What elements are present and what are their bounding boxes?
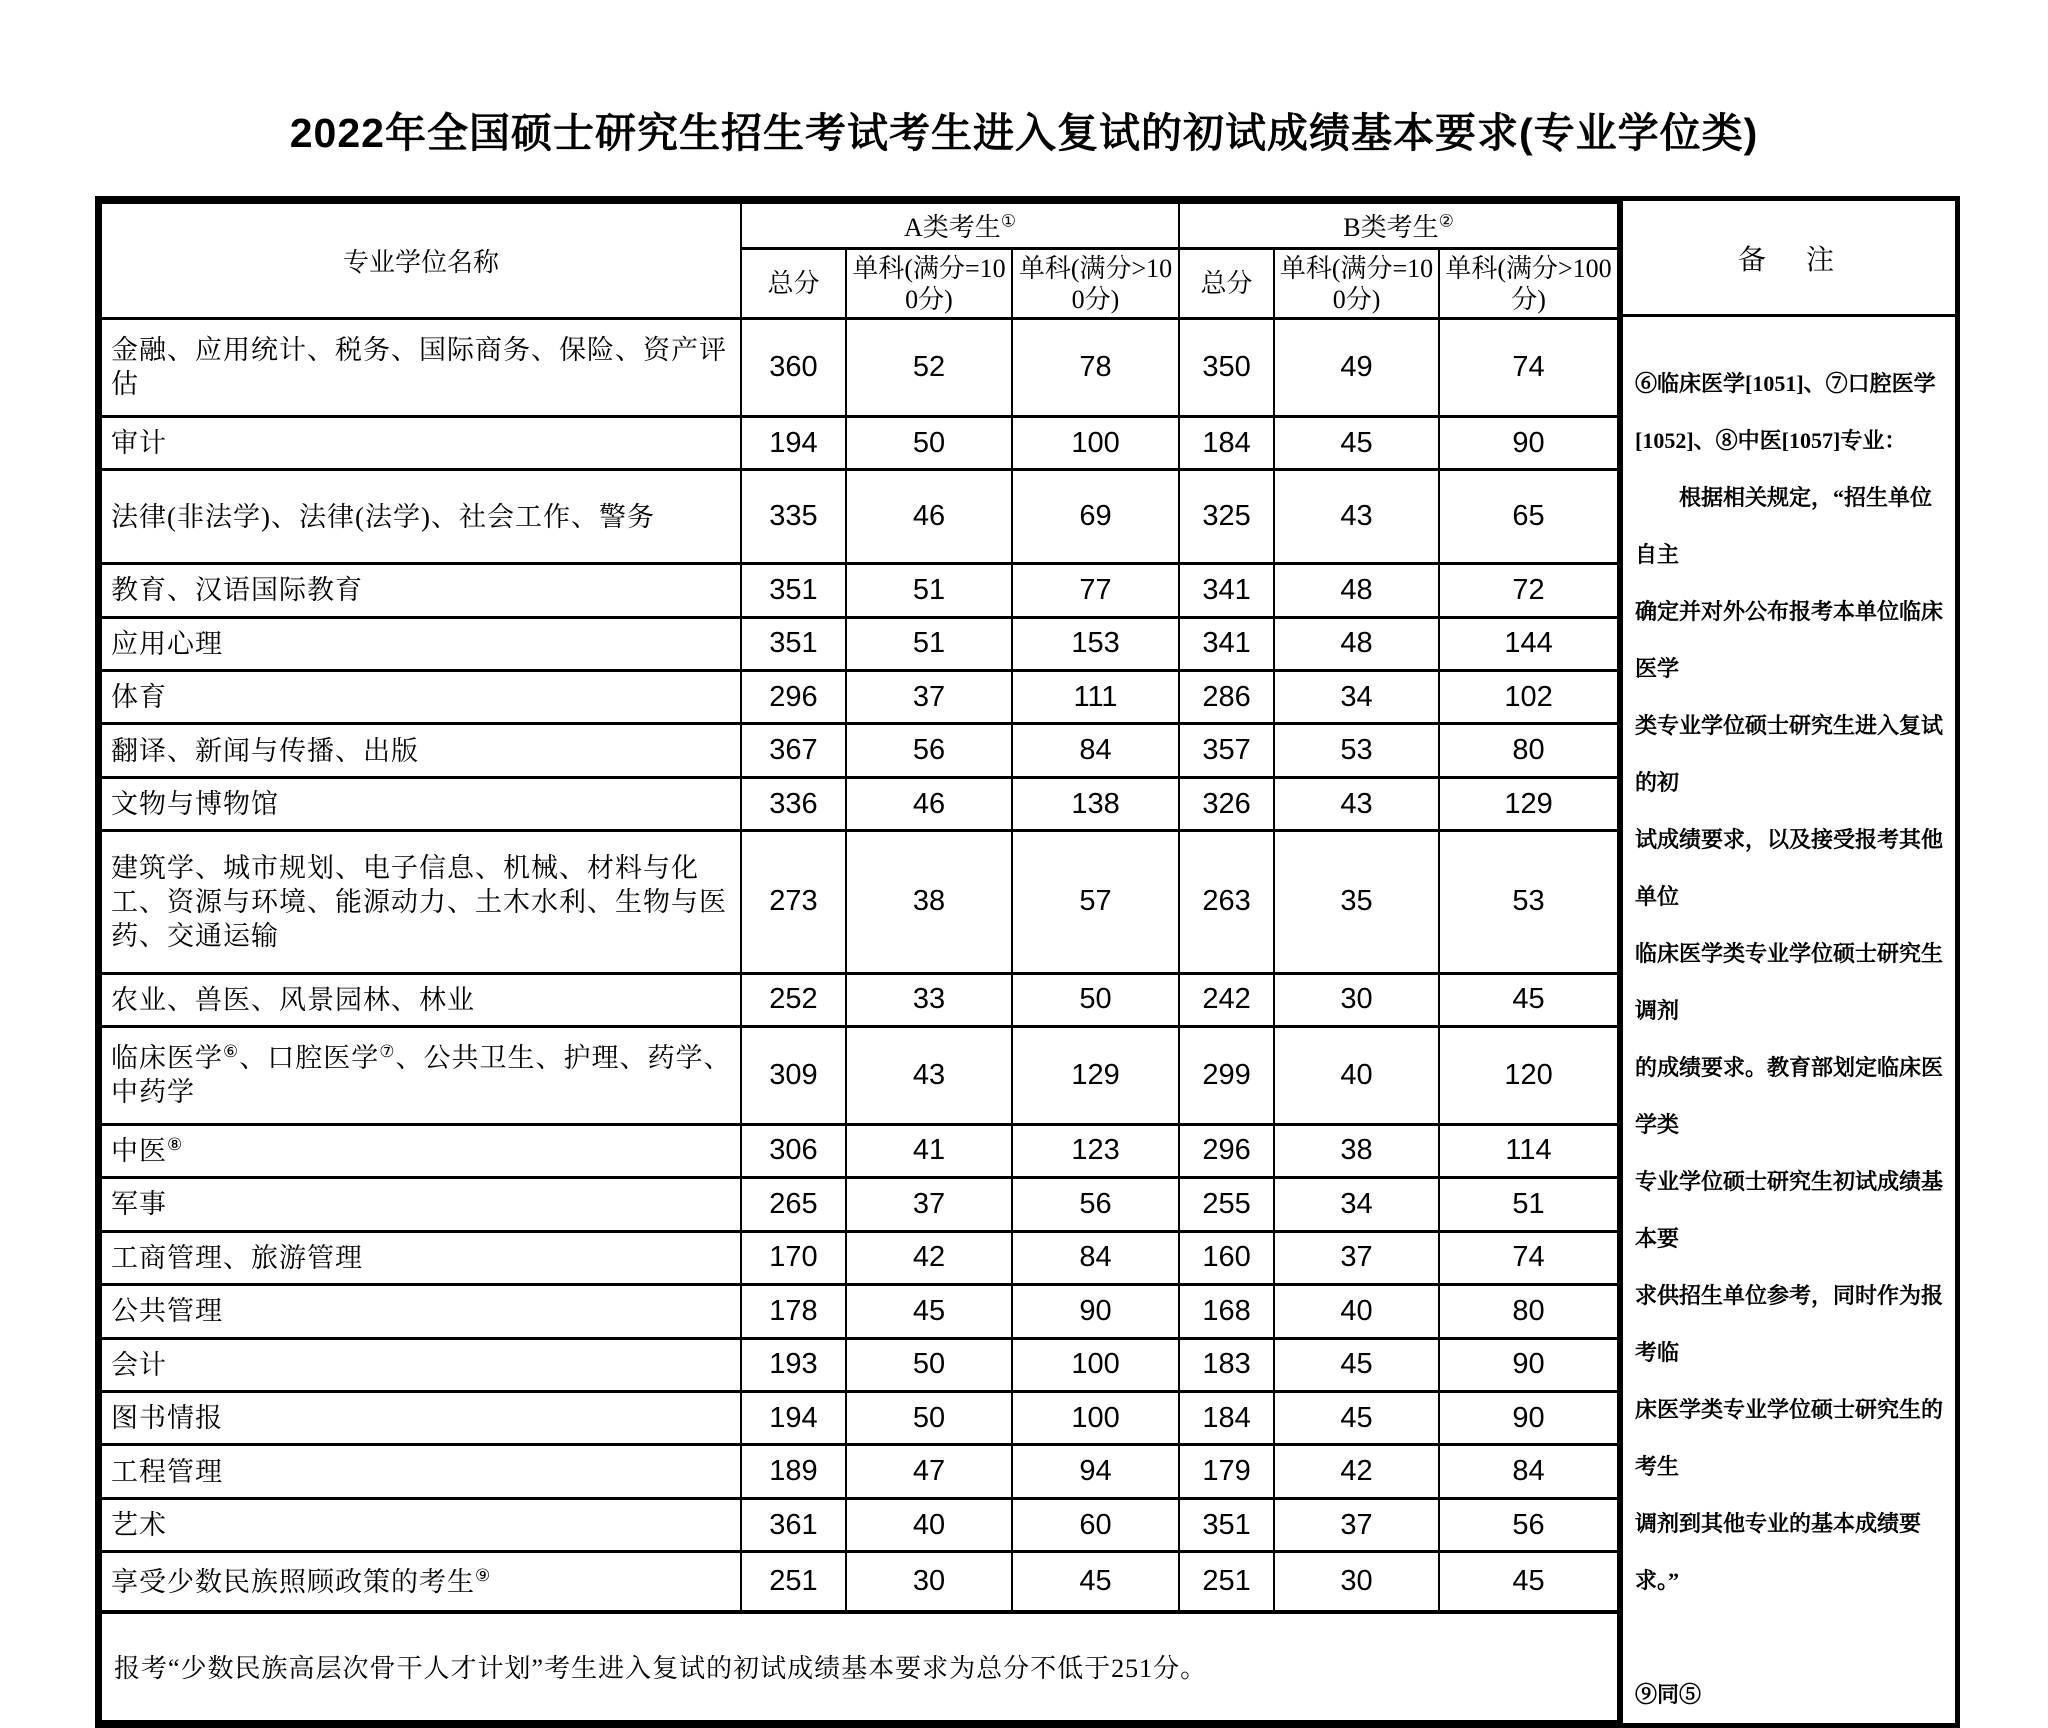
table-row (101, 1392, 1618, 1445)
remarks-column (1619, 201, 1955, 1723)
score-cell: 37 (1274, 1231, 1439, 1284)
score-cell: 38 (1274, 1124, 1439, 1177)
score-cell: 56 (1439, 1498, 1618, 1551)
score-cell: 40 (1274, 1026, 1439, 1124)
column-header-b-total: 总分 (1179, 249, 1274, 319)
score-cell: 77 (1012, 564, 1179, 617)
score-cell: 351 (741, 617, 846, 670)
score-cell: 336 (741, 777, 846, 830)
column-header-a-single-gt100: 单科(满分>100分) (1012, 249, 1179, 319)
score-cell: 129 (1439, 777, 1618, 830)
score-cell: 325 (1179, 470, 1274, 564)
score-cell: 51 (1439, 1178, 1618, 1231)
remark-line: 类专业学位硕士研究生进入复试的初 (1635, 713, 1944, 795)
score-cell: 251 (1179, 1552, 1274, 1612)
score-requirements-table (95, 196, 1960, 1728)
table-row (101, 470, 1618, 564)
score-cell: 30 (846, 1552, 1012, 1612)
score-cell: 100 (1012, 1338, 1179, 1391)
major-name-cell: 教育、汉语国际教育 (101, 564, 741, 617)
score-cell: 42 (846, 1231, 1012, 1284)
score-cell: 48 (1274, 564, 1439, 617)
table-row (101, 973, 1618, 1026)
score-cell: 184 (1179, 1392, 1274, 1445)
score-cell: 80 (1439, 724, 1618, 777)
footnote-ref: ⑧ (167, 1134, 184, 1154)
score-cell: 45 (1274, 1338, 1439, 1391)
table-row (101, 777, 1618, 830)
score-cell: 35 (1274, 831, 1439, 973)
score-cell: 100 (1012, 416, 1179, 469)
score-cell: 194 (741, 416, 846, 469)
table-row (101, 564, 1618, 617)
score-cell: 179 (1179, 1445, 1274, 1498)
score-cell: 40 (846, 1498, 1012, 1551)
score-cell: 45 (1439, 1552, 1618, 1612)
score-cell: 111 (1012, 671, 1179, 724)
score-cell: 341 (1179, 564, 1274, 617)
score-cell: 69 (1012, 470, 1179, 564)
major-name-cell: 享受少数民族照顾政策的考生⑨ (101, 1552, 741, 1612)
score-cell: 56 (846, 724, 1012, 777)
score-cell: 360 (741, 319, 846, 417)
score-cell: 38 (846, 831, 1012, 973)
score-cell: 46 (846, 470, 1012, 564)
score-cell: 84 (1012, 724, 1179, 777)
score-cell: 45 (1439, 973, 1618, 1026)
major-name-cell: 中医⑧ (101, 1124, 741, 1177)
score-cell: 306 (741, 1124, 846, 1177)
score-cell: 357 (1179, 724, 1274, 777)
score-cell: 53 (1439, 831, 1618, 973)
score-cell: 184 (1179, 416, 1274, 469)
remark-line: 试成绩要求，以及接受报考其他单位 (1635, 827, 1944, 909)
remark-line: 的成绩要求。教育部划定临床医学类 (1635, 1055, 1944, 1137)
score-cell: 41 (846, 1124, 1012, 1177)
score-cell: 90 (1439, 1392, 1618, 1445)
major-name-cell: 建筑学、城市规划、电子信息、机械、材料与化工、资源与环境、能源动力、土木水利、生物与医药、交通运输 (101, 831, 741, 973)
footnote-ref: ⑦ (379, 1042, 396, 1062)
score-cell: 34 (1274, 671, 1439, 724)
score-cell: 252 (741, 973, 846, 1026)
score-cell: 42 (1274, 1445, 1439, 1498)
score-cell: 48 (1274, 617, 1439, 670)
score-cell: 84 (1439, 1445, 1618, 1498)
column-header-a-single-eq100: 单科(满分=100分) (846, 249, 1012, 319)
score-cell: 194 (741, 1392, 846, 1445)
score-cell: 37 (1274, 1498, 1439, 1551)
score-cell: 33 (846, 973, 1012, 1026)
remark-line: 专业学位硕士研究生初试成绩基本要 (1635, 1169, 1944, 1251)
footnote-ref: ⑥ (223, 1042, 240, 1062)
score-cell: 251 (741, 1552, 846, 1612)
score-cell: 43 (1274, 470, 1439, 564)
score-cell: 51 (846, 564, 1012, 617)
table-row (101, 1026, 1618, 1124)
table-header (101, 203, 1618, 319)
score-cell: 56 (1012, 1178, 1179, 1231)
score-cell: 37 (846, 671, 1012, 724)
score-cell: 30 (1274, 1552, 1439, 1612)
score-cell: 50 (846, 1338, 1012, 1391)
score-cell: 178 (741, 1285, 846, 1338)
remarks-column-header: 备 注 (1623, 201, 1955, 317)
major-name-cell: 体育 (101, 671, 741, 724)
remark-line: 调剂到其他专业的基本成绩要求。” (1635, 1511, 1922, 1593)
major-name-cell: 图书情报 (101, 1392, 741, 1445)
score-cell: 50 (846, 416, 1012, 469)
score-cell: 273 (741, 831, 846, 973)
remark-line: 求供招生单位参考，同时作为报考临 (1635, 1283, 1944, 1365)
score-cell: 299 (1179, 1026, 1274, 1124)
score-cell: 50 (1012, 973, 1179, 1026)
score-cell: 123 (1012, 1124, 1179, 1177)
page-title: 2022年全国硕士研究生招生考试考生进入复试的初试成绩基本要求(专业学位类) (289, 110, 1759, 156)
table-row (101, 724, 1618, 777)
score-cell: 53 (1274, 724, 1439, 777)
table-row (101, 1338, 1618, 1391)
score-cell: 326 (1179, 777, 1274, 830)
major-name-cell: 工程管理 (101, 1445, 741, 1498)
column-header-major-name: 专业学位名称 (101, 203, 741, 319)
major-name-cell: 农业、兽医、风景园林、林业 (101, 973, 741, 1026)
major-name-cell: 公共管理 (101, 1285, 741, 1338)
score-cell: 189 (741, 1445, 846, 1498)
remark-line: 确定并对外公布报考本单位临床医学 (1635, 599, 1944, 681)
group-a-label: A类考生 (904, 213, 1001, 242)
score-cell: 43 (846, 1026, 1012, 1124)
score-cell: 43 (1274, 777, 1439, 830)
column-header-b-single-gt100: 单科(满分>100分) (1439, 249, 1618, 319)
table-row (101, 1178, 1618, 1231)
score-cell: 74 (1439, 319, 1618, 417)
score-cell: 46 (846, 777, 1012, 830)
score-cell: 138 (1012, 777, 1179, 830)
footnote-ref: ⑨ (475, 1565, 492, 1585)
major-name-cell: 翻译、新闻与传播、出版 (101, 724, 741, 777)
score-cell: 102 (1439, 671, 1618, 724)
score-cell: 255 (1179, 1178, 1274, 1231)
remark-line: 根据相关规定，“招生单位自主 (1635, 485, 1933, 567)
group-b-label: B类考生 (1343, 213, 1439, 242)
score-cell: 341 (1179, 617, 1274, 670)
score-cell: 80 (1439, 1285, 1618, 1338)
score-cell: 51 (846, 617, 1012, 670)
score-cell: 309 (741, 1026, 846, 1124)
score-cell: 144 (1439, 617, 1618, 670)
score-cell: 45 (1274, 1392, 1439, 1445)
major-name-cell: 艺术 (101, 1498, 741, 1551)
major-name-cell: 文物与博物馆 (101, 777, 741, 830)
table-footnote-section (101, 1612, 1618, 1722)
score-cell: 40 (1274, 1285, 1439, 1338)
major-name-cell: 应用心理 (101, 617, 741, 670)
score-cell: 361 (741, 1498, 846, 1551)
score-cell: 100 (1012, 1392, 1179, 1445)
remark-line: [1052]、⑧中医[1057]专业： (1635, 428, 1907, 453)
score-cell: 52 (846, 319, 1012, 417)
remark-line: 床医学类专业学位硕士研究生的考生 (1635, 1397, 1944, 1479)
major-name-cell: 金融、应用统计、税务、国际商务、保险、资产评估 (101, 319, 741, 417)
score-cell: 45 (1012, 1552, 1179, 1612)
score-cell: 60 (1012, 1498, 1179, 1551)
remarks-text (1623, 317, 1955, 1723)
score-cell: 129 (1012, 1026, 1179, 1124)
score-cell: 296 (741, 671, 846, 724)
score-cell: 335 (741, 470, 846, 564)
table-row (101, 617, 1618, 670)
score-cell: 351 (1179, 1498, 1274, 1551)
footnote-ref-2: ② (1438, 211, 1454, 231)
score-cell: 367 (741, 724, 846, 777)
footnote-row (101, 1612, 1618, 1722)
score-cell: 34 (1274, 1178, 1439, 1231)
score-cell: 84 (1012, 1231, 1179, 1284)
table-row (101, 1285, 1618, 1338)
table-row (101, 1498, 1618, 1551)
score-cell: 351 (741, 564, 846, 617)
score-cell: 242 (1179, 973, 1274, 1026)
table-row (101, 831, 1618, 973)
major-name-cell: 法律(非法学)、法律(法学)、社会工作、警务 (101, 470, 741, 564)
major-name-cell: 工商管理、旅游管理 (101, 1231, 741, 1284)
score-cell: 50 (846, 1392, 1012, 1445)
score-cell: 45 (1274, 416, 1439, 469)
remark-line: ⑨同⑤ (1635, 1682, 1702, 1707)
major-name-cell: 审计 (101, 416, 741, 469)
table-row (101, 1445, 1618, 1498)
footnote-ref-1: ① (1000, 211, 1017, 231)
score-cell: 72 (1439, 564, 1618, 617)
score-cell: 296 (1179, 1124, 1274, 1177)
major-name-cell: 会计 (101, 1338, 741, 1391)
score-cell: 37 (846, 1178, 1012, 1231)
table-row (101, 671, 1618, 724)
score-cell: 350 (1179, 319, 1274, 417)
column-header-group-a (741, 203, 1179, 249)
score-cell: 193 (741, 1338, 846, 1391)
score-cell: 160 (1179, 1231, 1274, 1284)
major-name-cell: 临床医学⑥、口腔医学⑦、公共卫生、护理、药学、中药学 (101, 1026, 741, 1124)
score-cell: 94 (1012, 1445, 1179, 1498)
score-cell: 114 (1439, 1124, 1618, 1177)
remark-line (1635, 1609, 1949, 1666)
score-cell: 120 (1439, 1026, 1618, 1124)
column-header-b-single-eq100: 单科(满分=100分) (1274, 249, 1439, 319)
score-cell: 78 (1012, 319, 1179, 417)
score-cell: 183 (1179, 1338, 1274, 1391)
table-row (101, 1552, 1618, 1612)
score-cell: 153 (1012, 617, 1179, 670)
minority-program-footnote: 报考“少数民族高层次骨干人才计划”考生进入复试的初试成绩基本要求为总分不低于251分。 (101, 1612, 1618, 1722)
score-cell: 65 (1439, 470, 1618, 564)
score-cell: 90 (1439, 1338, 1618, 1391)
table-row (101, 416, 1618, 469)
score-cell: 286 (1179, 671, 1274, 724)
table-row (101, 1124, 1618, 1177)
remark-line: ⑥临床医学[1051]、⑦口腔医学 (1635, 371, 1936, 396)
column-header-a-total: 总分 (741, 249, 846, 319)
score-cell: 49 (1274, 319, 1439, 417)
score-cell: 168 (1179, 1285, 1274, 1338)
remark-line: 临床医学类专业学位硕士研究生调剂 (1635, 941, 1944, 1023)
score-table-body (101, 319, 1618, 1612)
score-cell: 47 (846, 1445, 1012, 1498)
score-cell: 30 (1274, 973, 1439, 1026)
score-cell: 57 (1012, 831, 1179, 973)
score-cell: 265 (741, 1178, 846, 1231)
major-name-cell: 军事 (101, 1178, 741, 1231)
score-cell: 90 (1439, 416, 1618, 469)
column-header-group-b (1179, 203, 1618, 249)
score-cell: 90 (1012, 1285, 1179, 1338)
main-score-table (100, 201, 1619, 1723)
table-row (101, 319, 1618, 417)
score-cell: 263 (1179, 831, 1274, 973)
table-row (101, 1231, 1618, 1284)
score-cell: 170 (741, 1231, 846, 1284)
score-cell: 74 (1439, 1231, 1618, 1284)
header-row-groups (101, 203, 1618, 249)
score-cell: 45 (846, 1285, 1012, 1338)
